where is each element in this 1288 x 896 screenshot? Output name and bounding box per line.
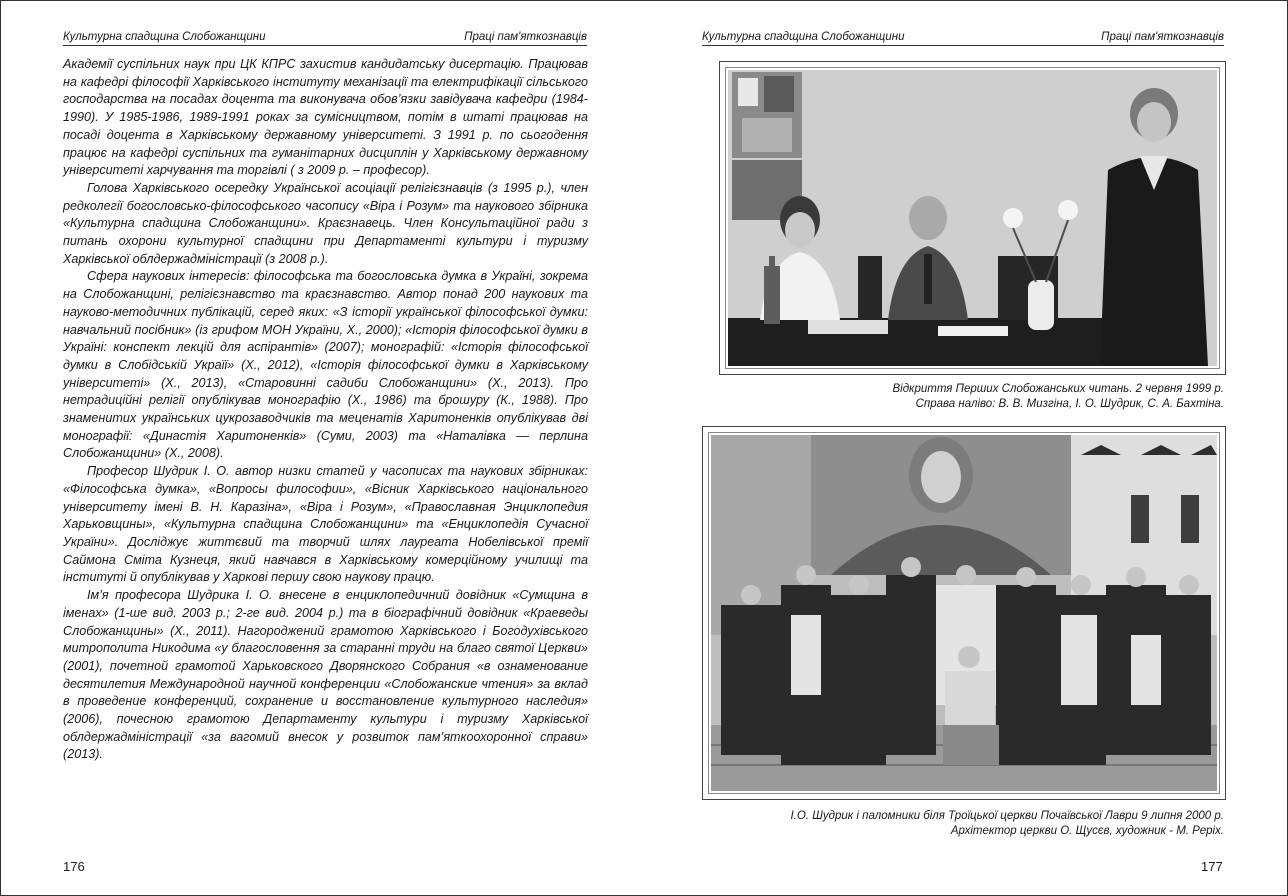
left-page bbox=[1, 1, 644, 895]
page-number: 176 bbox=[63, 859, 85, 874]
running-head bbox=[63, 27, 587, 46]
page-number: 177 bbox=[1201, 859, 1223, 874]
header-title: Культурна спадщина Слобожанщини bbox=[63, 31, 266, 43]
photo2-caption bbox=[704, 809, 1224, 838]
caption-line: Відкриття Перших Слобожанських читань. 2 червня 1999 р. bbox=[892, 383, 1224, 395]
paragraph: Сфера наукових інтересів: філософська та богословська думка в Україні, зокрема на Слобожанщині, релігієзнавство та краєзнавство. Автор понад 200 наукових та науково-методичних публікацій, серед яких: «З історії української філософської думки: навчальний посібник» (із грифом МОН України, Х., 2000); «Історія філософської думки в Україні: конспект лекцій для аспірантів» (2007); монографій: «Історія філософської думки в Слобідській Україї» (Х., 2012), «Історія філософської думки в Харківському університеті» (Х., 2013), «Старовинні садиби Слобожанщини» (Х., 2013). Про нетрадиційні релігії опублікував монографію (Х., 1986) та брошуру (К., 1988). Про знаменитих українських цукрозаводчиків та меценатів Харитоненків опублікував дві монографії: «Династія Харитоненків» (Суми, 2003) та «Наталівка — перлина Слобожанщини» (Х., 2008). bbox=[63, 269, 588, 461]
caption-line: Справа наліво: В. В. Мизгіна, І. О. Шудрик, С. А. Бахтіна. bbox=[915, 397, 1224, 410]
photo-pilgrims-image bbox=[711, 435, 1217, 791]
photo1-caption bbox=[704, 382, 1224, 411]
photo-conference-opening bbox=[719, 61, 1226, 375]
paragraph: Академії суспільних наук при ЦК КПРС захистив кандидатську дисертацію. Працював на кафедрі філософії Харківського інституту механізації та електрифікації сільського господарства на посадах доцента та виконувача обов’язки завідувача кафедри (1984-1990). У 1985-1986, 1989-1991 роках за сумісництвом, потім в штаті працював на посаді доцента в Харківському державному університеті. З 1991 р. по сьогодення працює на кафедрі суспільних та гуманітарних дисциплін у Харківському державному університеті харчування та торгівлі ( з 2009 р. – професор). bbox=[63, 57, 588, 178]
caption-line: І.О. Шудрик і паломники біля Троїцької церкви Почаївської Лаври 9 липня 2000 р. bbox=[790, 810, 1224, 822]
paragraph: Ім’я професора Шудрика І. О. внесене в енциклопедичний довідник «Сумщина в іменах» (1-ше вид. 2003 р.; 2-ге вид. 2004 р.) та в біографічний довідник «Краеведы Слобожанщины» (Х., 2011). Нагороджений грамотою Харківського і Богодухівського митрополита Никодима «у благословення за старанні труди на благо святої Церкви» (2001), почетной грамотой Харьковского Дворянского Собрания «в ознаменование десятилетия Международной научной конференции «Слобожанские чтения» за вклад в проведение конференций, сохранение и восстановление культурного наследия» (2006), почесною грамотою Департаменту культури і туризму Харківської облдержадміністрації «за вагомий внесок у розвиток пам’яткоохоронної справи» (2013). bbox=[63, 588, 588, 762]
photo-conference-image bbox=[728, 70, 1217, 366]
photo-pilgrims-church bbox=[702, 426, 1226, 800]
header-title: Культурна спадщина Слобожанщини bbox=[702, 31, 905, 43]
paragraph: Голова Харківського осередку Української асоціації релігієзнавців (з 1995 р.), член редколегії богословсько-філософського часопису «Віра і Розум» та наукового збірника «Культурна спадщина Слобожанщини». Краєзнавець. Член Консультаційної ради з питань охорони культурної спадщини при Департаменті культури і туризму Харківської облдержадміністрації (з 2008 р.). bbox=[63, 180, 588, 266]
paragraph: Професор Шудрик І. О. автор низки статей у часописах та наукових збірниках: «Філософська думка», «Вопросы философии», «Вісник Харківського національного університету імені В. Н. Каразіна», «Віра і Розум», «Православная Энциклопедия Харьковщины», «Культурна спадщина Слобожанщини» та «Енциклопедія Сучасної України». Досліджує життєвий та творчий шлях лауреата Нобелівської премії Саймона Сміта Кузнеця, який навчався в Харківському комерційному училищі та інституті й опублікував у Харкові першу свою наукову працю. bbox=[63, 464, 588, 585]
header-section: Праці пам'яткознавців bbox=[1101, 31, 1224, 43]
caption-line: Архітектор церкви О. Щусєв, художник - М. Реріх. bbox=[950, 824, 1224, 837]
body-text bbox=[63, 56, 588, 764]
header-section: Праці пам'яткознавців bbox=[464, 31, 587, 43]
right-page bbox=[644, 1, 1287, 895]
running-head bbox=[702, 27, 1224, 46]
